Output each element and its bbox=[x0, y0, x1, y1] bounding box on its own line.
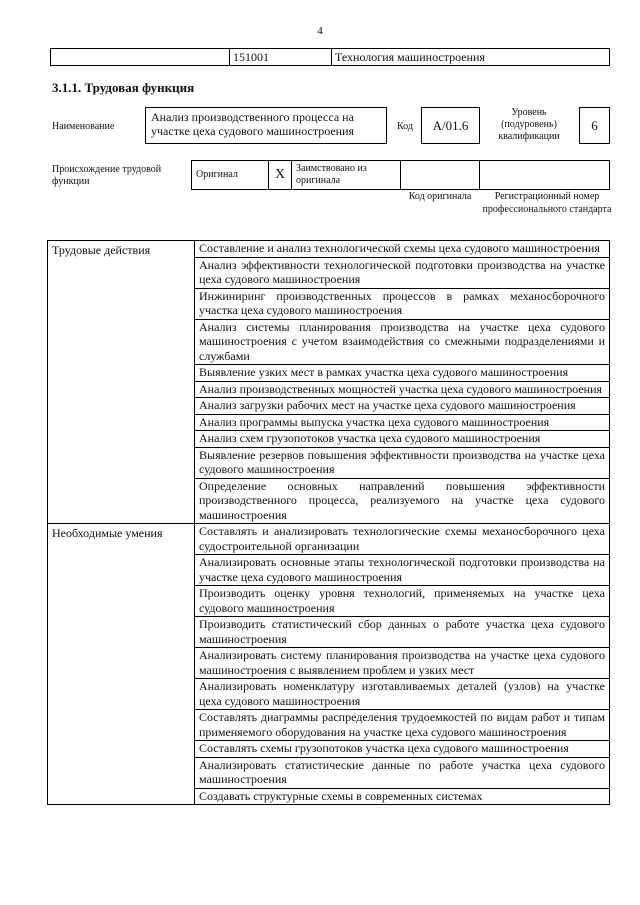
skill-item: Составлять диаграммы распределения трудоемкостей по видам работ и типам применяемого оборудования на участке цеха судового машиностроения bbox=[195, 710, 609, 741]
labor-action-item: Анализ системы планирования производства на участке цеха судового машиностроения с учетом взаимодействия со смежными подразделениями и службами bbox=[195, 320, 609, 366]
origin-table bbox=[191, 160, 610, 190]
origin-reg-number-cell bbox=[480, 161, 610, 190]
labor-action-item: Анализ эффективности технологической подготовки производства на участке цеха судового машиностроения bbox=[195, 258, 609, 289]
header-code-cell: 151001 bbox=[230, 49, 332, 66]
labor-actions-list bbox=[195, 241, 610, 524]
labor-action-item: Анализ программы выпуска участка цеха судового машиностроения bbox=[195, 415, 609, 432]
origin-mark-cell: X bbox=[269, 161, 292, 190]
skills-list bbox=[195, 524, 610, 805]
reg-number-label: Регистрационный номер профессионального стандарта bbox=[482, 191, 612, 215]
skill-item: Анализировать статистические данные по работе участка цеха судового машиностроения bbox=[195, 758, 609, 789]
skill-item: Составлять схемы грузопотоков участка цеха судового машиностроения bbox=[195, 741, 609, 758]
section-title: 3.1.1. Трудовая функция bbox=[52, 80, 195, 95]
code-label: Код bbox=[397, 121, 413, 132]
qualification-level-label: Уровень (подуровень) квалификации bbox=[498, 107, 560, 142]
labor-action-item: Анализ загрузки рабочих мест на участке цеха судового машиностроения bbox=[195, 398, 609, 415]
skill-item: Производить статистический сбор данных о работе участка цеха судового машиностроения bbox=[195, 617, 609, 648]
header-title-cell: Технология машиностроения bbox=[332, 49, 610, 66]
skill-item: Анализировать основные этапы технологической подготовки производства на участке цеха судового машиностроения bbox=[195, 555, 609, 586]
labor-action-item: Выявление резервов повышения эффективности производства на участке цеха судового машиностроения bbox=[195, 448, 609, 479]
header-empty-cell bbox=[51, 49, 230, 66]
labor-action-item: Анализ схем грузопотоков участка цеха судового машиностроения bbox=[195, 431, 609, 448]
labor-action-item: Определение основных направлений повышения эффективности производственного процесса, реализуемого на участке цеха судового машиностроения bbox=[199, 478, 605, 522]
labor-action-item: Анализ производственных мощностей участка цеха судового машиностроения bbox=[195, 382, 609, 399]
labor-action-item: Выявление узких мест в рамках участка цеха судового машиностроения bbox=[195, 365, 609, 382]
name-label: Наименование bbox=[52, 121, 115, 132]
function-name-box: Анализ производственного процесса на участке цеха судового машиностроения bbox=[145, 107, 387, 144]
labor-action-item: Инжиниринг производственных процессов в рамках механосборочного участка цеха судового машиностроения bbox=[195, 289, 609, 320]
qualification-level-box: 6 bbox=[579, 107, 610, 144]
origin-borrowed-cell: Заимствовано из оригинала bbox=[292, 161, 401, 190]
function-code-box: A/01.6 bbox=[421, 107, 480, 144]
labor-action-item: Составление и анализ технологической схемы цеха судового машиностроения bbox=[195, 241, 609, 258]
page-number: 4 bbox=[317, 25, 323, 37]
skill-item: Анализировать систему планирования производства на участке цеха судового машиностроения с выявлением проблем и узких мест bbox=[195, 648, 609, 679]
skill-item: Создавать структурные схемы в современных системах bbox=[199, 788, 483, 803]
labor-actions-heading: Трудовые действия bbox=[48, 241, 195, 524]
origin-label: Происхождение трудовой функции bbox=[52, 164, 162, 187]
origin-code-cell bbox=[401, 161, 480, 190]
code-original-label: Код оригинала bbox=[408, 191, 472, 202]
function-details-table bbox=[47, 240, 610, 805]
header-codes-table bbox=[50, 48, 610, 66]
skill-item: Анализировать номенклатуру изготавливаемых деталей (узлов) на участке цеха судового машиностроения bbox=[195, 679, 609, 710]
skill-item: Производить оценку уровня технологий, применяемых на участке цеха судового машиностроения bbox=[195, 586, 609, 617]
skill-item: Составлять и анализировать технологические схемы механосборочного цеха судостроительной организации bbox=[195, 524, 609, 555]
skills-heading: Необходимые умения bbox=[48, 524, 195, 805]
origin-original-cell: Оригинал bbox=[192, 161, 269, 190]
